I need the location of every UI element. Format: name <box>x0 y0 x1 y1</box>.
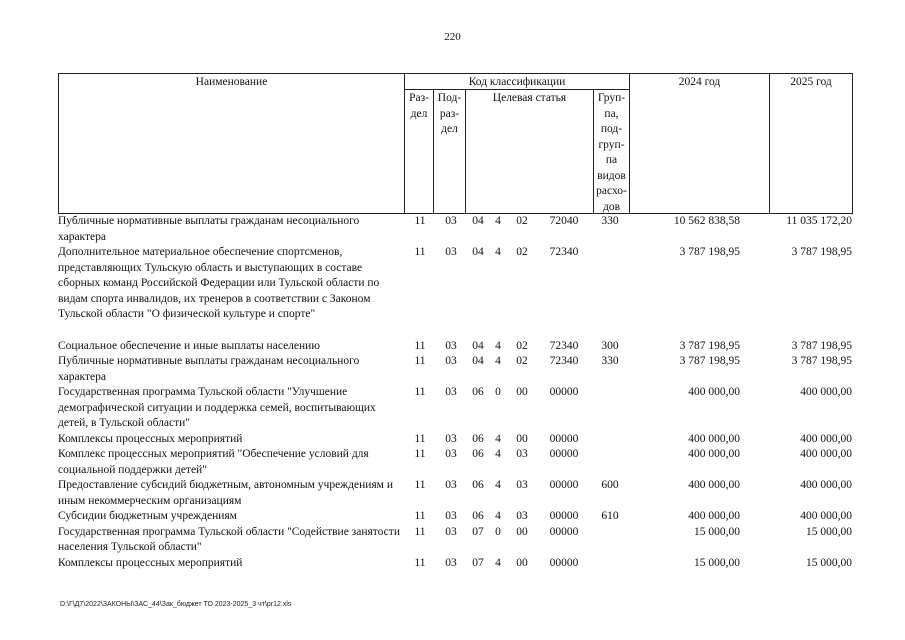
cell-2024: 3 787 198,95 <box>679 246 740 258</box>
cell-expense-type: 330 <box>601 355 619 367</box>
cell-razdel: 11 <box>414 556 426 569</box>
cell-name: Государственная программа Тульской области "Содействие занятости населения Тульской области" <box>58 525 400 553</box>
cell-target-2: 4 <box>495 479 501 491</box>
table-row <box>58 478 852 509</box>
cell-razdel: 11 <box>414 448 426 460</box>
cell-podrazdel: 03 <box>445 479 457 491</box>
cell-podrazdel: 03 <box>445 215 457 227</box>
cell-target-4: 00000 <box>549 479 579 491</box>
cell-razdel: 11 <box>414 432 426 445</box>
header-expense-group: Груп- па, под- груп- па видов расхо- дов <box>594 90 630 214</box>
cell-target-4: 00000 <box>549 386 579 398</box>
cell-target-2: 4 <box>495 246 501 258</box>
cell-2024: 3 787 198,95 <box>679 339 740 352</box>
cell-target-4: 72340 <box>549 355 579 367</box>
cell-2024: 400 000,00 <box>688 479 740 491</box>
cell-target-2: 4 <box>495 448 501 460</box>
cell-podrazdel: 03 <box>445 432 457 445</box>
cell-2025: 11 035 172,20 <box>786 215 852 227</box>
cell-2024: 400 000,00 <box>688 386 740 398</box>
table-row <box>58 339 852 355</box>
cell-podrazdel: 03 <box>445 556 457 569</box>
cell-podrazdel: 03 <box>445 355 457 367</box>
cell-2025: 15 000,00 <box>806 525 852 538</box>
cell-podrazdel: 03 <box>445 339 457 352</box>
cell-target-3: 03 <box>516 510 528 522</box>
cell-target-4: 72340 <box>549 246 579 258</box>
cell-name: Дополнительное материальное обеспечение спортсменов, представляющих Тульскую область и выступающих в составе сборных команд Российской Федерации или Тульской области по видам спорта инвалидов, их тренеров в соответствии с Законом Тульской области "О физической культуре и спорте" <box>58 246 380 320</box>
cell-2024: 3 787 198,95 <box>679 355 740 367</box>
cell-target-1: 04 <box>472 355 484 367</box>
cell-target-2: 4 <box>495 556 501 569</box>
cell-target-2: 4 <box>495 339 501 352</box>
cell-2024: 400 000,00 <box>688 432 740 445</box>
cell-expense-type: 610 <box>601 510 619 522</box>
cell-2025: 3 787 198,95 <box>791 246 852 258</box>
table-row <box>58 214 852 245</box>
cell-2025: 400 000,00 <box>800 432 852 445</box>
cell-target-2: 4 <box>495 355 501 367</box>
cell-razdel: 11 <box>414 215 426 227</box>
cell-name: Комплексы процессных мероприятий <box>58 556 243 569</box>
cell-2025: 400 000,00 <box>800 448 852 460</box>
cell-target-3: 00 <box>516 525 528 538</box>
cell-target-3: 03 <box>516 479 528 491</box>
cell-name: Субсидии бюджетным учреждениям <box>58 510 237 522</box>
header-target-article: Целевая статья <box>466 90 594 214</box>
cell-target-2: 4 <box>495 215 501 227</box>
cell-expense-type: 300 <box>601 339 619 352</box>
cell-2025: 400 000,00 <box>800 386 852 398</box>
cell-razdel: 11 <box>414 525 426 538</box>
cell-razdel: 11 <box>414 355 426 367</box>
cell-podrazdel: 03 <box>445 510 457 522</box>
cell-target-3: 00 <box>516 556 528 569</box>
cell-2025: 400 000,00 <box>800 479 852 491</box>
cell-razdel: 11 <box>414 510 426 522</box>
cell-target-3: 02 <box>516 339 528 352</box>
cell-target-2: 4 <box>495 510 501 522</box>
cell-target-1: 04 <box>472 339 484 352</box>
cell-2024: 400 000,00 <box>688 448 740 460</box>
cell-target-3: 02 <box>516 215 528 227</box>
cell-target-3: 02 <box>516 246 528 258</box>
table-row <box>58 354 852 385</box>
header-name: Наименование <box>59 74 405 214</box>
cell-2024: 400 000,00 <box>688 510 740 522</box>
cell-target-3: 00 <box>516 432 528 445</box>
cell-target-4: 00000 <box>549 510 579 522</box>
table-row <box>58 432 852 448</box>
file-path-footer: D:\Г\Д7\2022\ЗАКОНЫ\ЗАС_44\Зак_бюджет ТО 2023-2025_3 чт\pr12.xls <box>60 601 292 608</box>
cell-name: Государственная программа Тульской области "Улучшение демографической ситуации и поддержка семей, воспитывающих детей, в Тульской области" <box>58 386 376 429</box>
cell-target-1: 07 <box>472 525 484 538</box>
cell-target-1: 07 <box>472 556 484 569</box>
cell-target-1: 04 <box>472 246 484 258</box>
cell-target-1: 06 <box>472 510 484 522</box>
cell-target-4: 00000 <box>549 556 579 569</box>
header-classification-code: Код классификации <box>405 74 630 90</box>
table-row <box>58 385 852 432</box>
cell-2025: 3 787 198,95 <box>791 339 852 352</box>
cell-name: Публичные нормативные выплаты гражданам несоциального характера <box>58 355 360 383</box>
cell-name: Предоставление субсидий бюджетным, автономным учреждениям и иным некоммерческим организациям <box>58 479 393 507</box>
cell-razdel: 11 <box>414 479 426 491</box>
cell-expense-type: 600 <box>601 479 619 491</box>
cell-target-4: 00000 <box>549 432 579 445</box>
cell-2025: 400 000,00 <box>800 510 852 522</box>
cell-target-1: 06 <box>472 386 484 398</box>
header-section: Раз- дел <box>405 90 434 214</box>
table-row <box>58 525 852 556</box>
page-number: 220 <box>444 31 461 43</box>
cell-name: Социальное обеспечение и иные выплаты населению <box>58 339 320 352</box>
table-header <box>58 73 853 214</box>
header-year-2024: 2024 год <box>630 74 770 214</box>
cell-razdel: 11 <box>414 246 426 258</box>
cell-target-3: 02 <box>516 355 528 367</box>
cell-name: Комплексы процессных мероприятий <box>58 432 243 445</box>
cell-podrazdel: 03 <box>445 246 457 258</box>
cell-target-1: 06 <box>472 432 484 445</box>
cell-target-4: 72040 <box>549 215 579 227</box>
header-year-2025: 2025 год <box>770 74 853 214</box>
cell-target-1: 06 <box>472 479 484 491</box>
table-row <box>58 245 852 323</box>
table-row <box>58 556 852 572</box>
cell-2025: 15 000,00 <box>806 556 852 569</box>
cell-razdel: 11 <box>414 339 426 352</box>
cell-2024: 15 000,00 <box>694 525 740 538</box>
cell-name: Комплекс процессных мероприятий "Обеспечение условий для социальной поддержки детей" <box>58 448 369 476</box>
cell-podrazdel: 03 <box>445 386 457 398</box>
cell-razdel: 11 <box>414 386 426 398</box>
cell-expense-type: 330 <box>601 215 619 227</box>
cell-target-3: 03 <box>516 448 528 460</box>
table-row <box>58 509 852 525</box>
cell-target-2: 0 <box>495 386 501 398</box>
cell-target-4: 72340 <box>549 339 579 352</box>
cell-target-1: 04 <box>472 215 484 227</box>
cell-target-3: 00 <box>516 386 528 398</box>
cell-2025: 3 787 198,95 <box>791 355 852 367</box>
cell-podrazdel: 03 <box>445 448 457 460</box>
cell-target-2: 0 <box>495 525 501 538</box>
cell-target-4: 00000 <box>549 448 579 460</box>
cell-target-1: 06 <box>472 448 484 460</box>
table-row <box>58 447 852 478</box>
header-subsection: Под- раз- дел <box>434 90 466 214</box>
cell-podrazdel: 03 <box>445 525 457 538</box>
table-body <box>58 214 852 571</box>
cell-target-4: 00000 <box>549 525 579 538</box>
cell-2024: 15 000,00 <box>694 556 740 569</box>
cell-name: Публичные нормативные выплаты гражданам несоциального характера <box>58 215 360 243</box>
cell-target-2: 4 <box>495 432 501 445</box>
cell-2024: 10 562 838,58 <box>673 215 740 227</box>
